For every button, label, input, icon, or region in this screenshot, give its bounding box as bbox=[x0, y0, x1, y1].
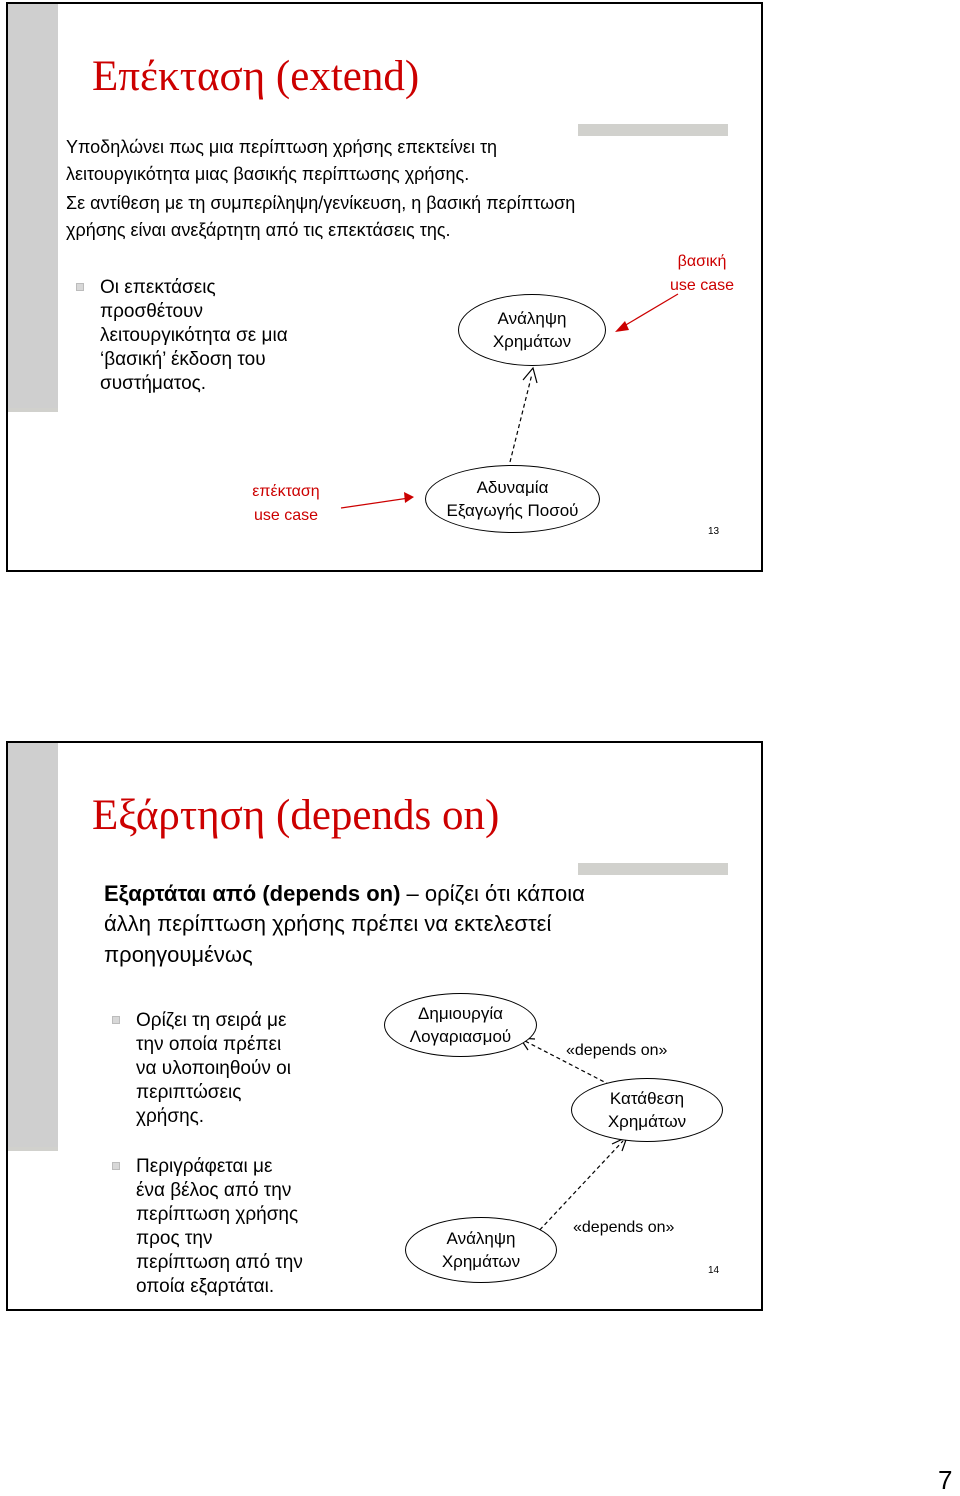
slide-depends-on bbox=[6, 741, 763, 1311]
bullet-line: Περιγράφεται με bbox=[136, 1156, 273, 1177]
intro-bold-term: Εξαρτάται από (depends on) bbox=[104, 881, 401, 906]
bullet-line: λειτουργικότητα σε μια bbox=[100, 325, 288, 346]
open-arrowhead-icon bbox=[523, 368, 537, 383]
intro-line: προηγουμένως bbox=[104, 942, 253, 967]
extension-use-case-label: επέκταση use case bbox=[252, 483, 320, 524]
bullet-line: περιπτώσεις bbox=[136, 1082, 242, 1103]
bullet-line: Οι επεκτάσεις bbox=[100, 277, 216, 298]
red-arrowhead-icon bbox=[404, 492, 414, 503]
slide-number: 14 bbox=[708, 1265, 720, 1276]
base-use-case-label: βασική use case bbox=[669, 253, 735, 294]
bullet-line: να υλοποιηθούν οι bbox=[136, 1058, 291, 1079]
intro-line: άλλη περίπτωση χρήσης πρέπει να εκτελεστεί bbox=[104, 911, 552, 936]
intro-line: Υποδηλώνει πως μια περίπτωση χρήσης επεκτείνει τη bbox=[66, 137, 498, 157]
extend-diagram-arrows bbox=[8, 4, 765, 574]
stereotype-label: «depends on» bbox=[573, 1219, 675, 1236]
bullet-line: προσθέτουν bbox=[100, 301, 203, 322]
stereotype-label: «depends on» bbox=[566, 1042, 668, 1059]
use-case-withdraw: Ανάληψη Χρημάτων bbox=[405, 1217, 557, 1283]
page-number: 7 bbox=[938, 1465, 953, 1495]
slide-extend bbox=[6, 2, 763, 572]
intro-line: Σε αντίθεση με τη συμπερίληψη/γενίκευση, η βασική περίπτωση bbox=[66, 193, 576, 213]
slide-title: Εξάρτηση (depends on) bbox=[92, 792, 500, 839]
use-case-deposit: Κατάθεση Χρημάτων bbox=[571, 1078, 723, 1142]
slide-number: 13 bbox=[708, 526, 720, 537]
red-arrowhead-icon bbox=[615, 321, 629, 332]
use-case-extension: Αδυναμία Εξαγωγής Ποσού bbox=[425, 465, 600, 533]
bullet-line: χρήσης. bbox=[136, 1106, 205, 1127]
intro-line: χρήσης είναι ανεξάρτητη από τις επεκτάσεις της. bbox=[66, 220, 451, 240]
use-case-base: Ανάληψη Χρημάτων bbox=[458, 294, 606, 366]
bullet-line: Ορίζει τη σειρά με bbox=[136, 1010, 287, 1031]
bullet-line: συστήματος. bbox=[100, 373, 207, 394]
intro-text: – ορίζει ότι κάποια bbox=[400, 881, 585, 906]
bullet-line: ένα βέλος από την bbox=[136, 1180, 292, 1201]
bullet-line: την οποία πρέπει bbox=[136, 1034, 282, 1055]
bullet-line: ‘βασική’ έκδοση του bbox=[100, 349, 266, 370]
bullet-line: προς την bbox=[136, 1228, 213, 1249]
bullet-line: περίπτωση χρήσης bbox=[136, 1204, 299, 1225]
use-case-create-account: Δημιουργία Λογαριασμού bbox=[384, 993, 537, 1057]
bullet-line: οποία εξαρτάται. bbox=[136, 1276, 275, 1297]
bullet-line: περίπτωση από την bbox=[136, 1252, 303, 1273]
slide-title: Επέκταση (extend) bbox=[92, 53, 420, 100]
intro-line: λειτουργικότητα μιας βασικής περίπτωσης χρήσης. bbox=[66, 164, 470, 184]
